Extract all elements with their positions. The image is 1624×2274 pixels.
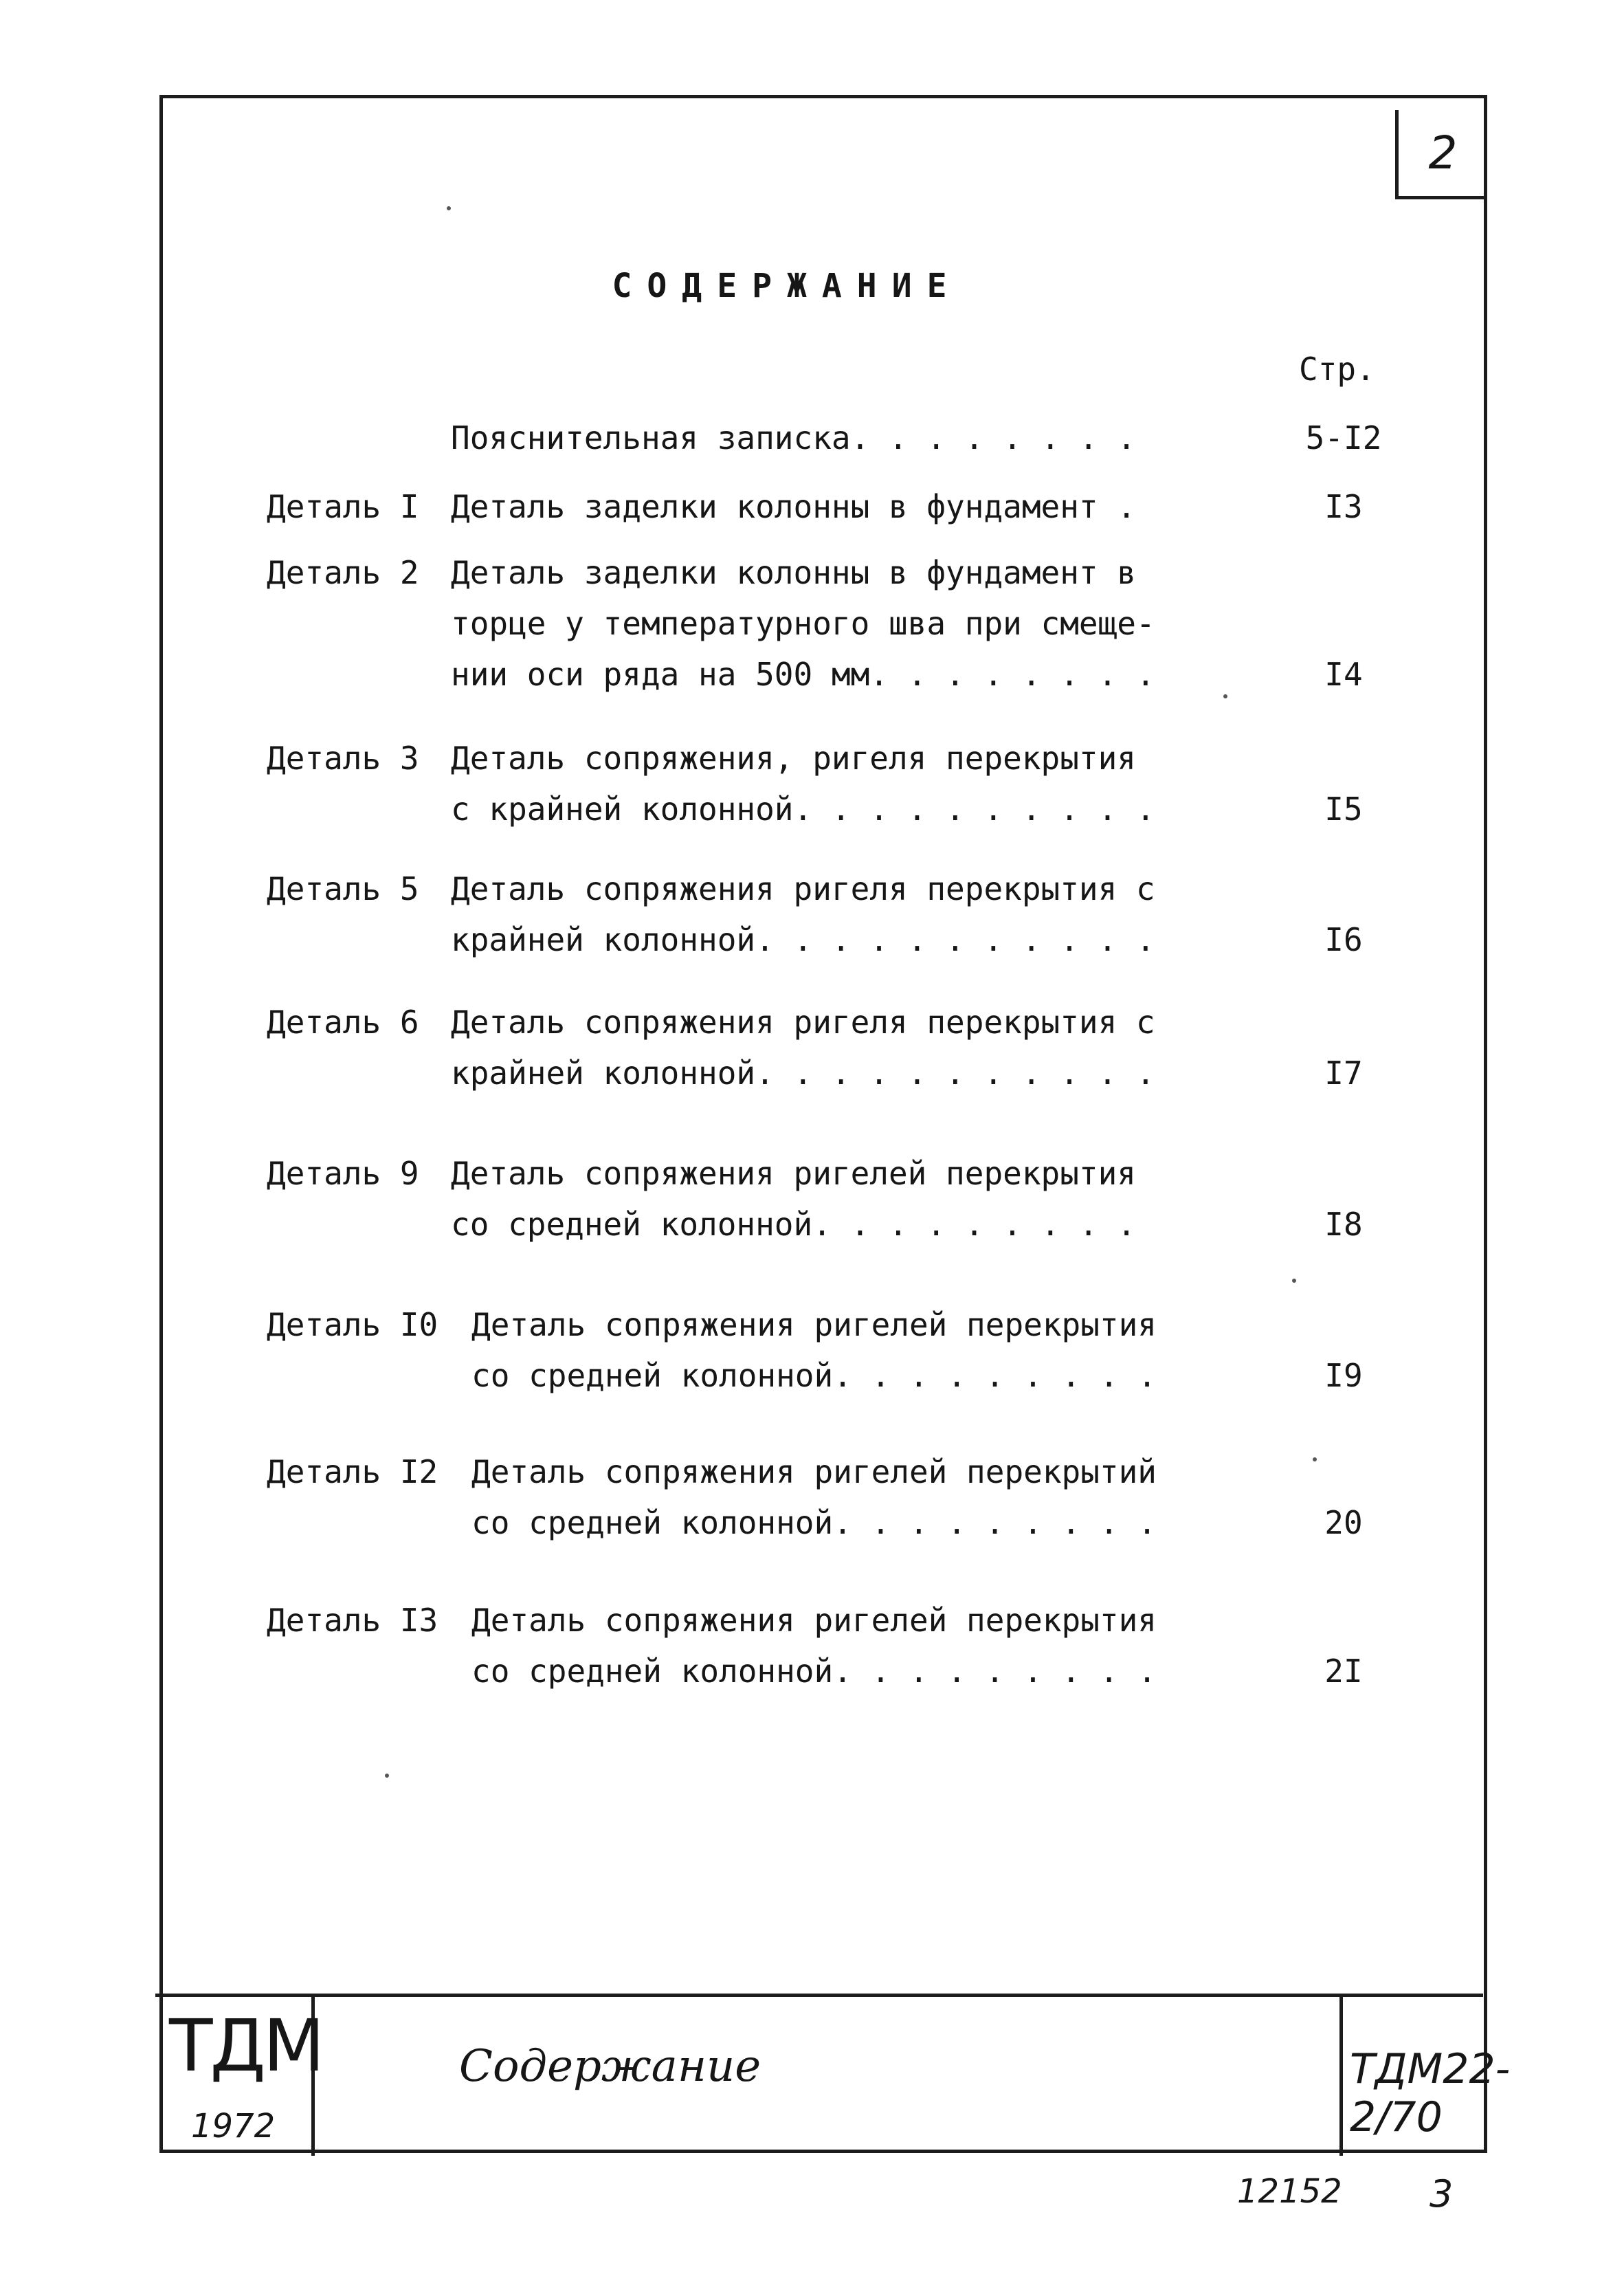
toc-entry-text: нии оси ряда на 500 мм. . . . . . . . xyxy=(451,656,1155,693)
title-block-name-cell xyxy=(315,1997,1343,2156)
scan-speck xyxy=(447,206,451,210)
drawing-frame xyxy=(159,95,1487,2153)
toc-entry-page: I5 xyxy=(1324,791,1363,828)
toc-entry-text: Деталь заделки колонны в фундамент в xyxy=(451,554,1136,591)
stamp-title: Содержание xyxy=(459,2041,761,2092)
scan-speck xyxy=(385,1774,389,1778)
toc-entry-label: Деталь 5 xyxy=(267,870,419,907)
title-block-org-cell xyxy=(155,1997,322,2156)
toc-entry-page: I4 xyxy=(1324,656,1363,693)
org-logo: ТДМ xyxy=(169,2004,322,2088)
toc-entry-text: со средней колонной. . . . . . . . . xyxy=(471,1357,1157,1394)
inventory-number: 12152 xyxy=(1237,2172,1342,2211)
title-block xyxy=(155,1994,1511,2156)
toc-entry-text: со средней колонной. . . . . . . . . xyxy=(451,1206,1136,1243)
scan-speck xyxy=(1292,1279,1296,1283)
page-title: СОДЕРЖАНИЕ xyxy=(612,267,962,305)
toc-entry-page: I7 xyxy=(1324,1055,1363,1092)
toc-entry-text: Деталь сопряжения ригелей перекрытия xyxy=(471,1306,1157,1343)
toc-entry-text: со средней колонной. . . . . . . . . xyxy=(471,1653,1157,1690)
toc-entry xyxy=(0,733,1624,835)
toc-entry-page: 5-I2 xyxy=(1305,419,1382,456)
toc-entry-page: I9 xyxy=(1324,1357,1363,1394)
toc-entry-text: Пояснительная записка. . . . . . . . xyxy=(451,419,1136,456)
sheet-number: 2 xyxy=(1428,126,1458,179)
toc-entry xyxy=(0,547,1624,700)
toc-entry-text: Деталь сопряжения ригелей перекрытия xyxy=(451,1155,1136,1192)
page-column-header: Стр. xyxy=(1299,351,1375,388)
page-number: 3 xyxy=(1430,2172,1454,2216)
toc-entry-text: крайней колонной. . . . . . . . . . . xyxy=(451,1055,1155,1092)
stamp-year: 1972 xyxy=(191,2107,276,2145)
toc-entry xyxy=(0,1446,1624,1548)
toc-entry-page: 2I xyxy=(1324,1653,1363,1690)
toc-entry-label: Деталь I2 xyxy=(267,1453,438,1490)
toc-entry xyxy=(0,863,1624,965)
toc-entry-page: I8 xyxy=(1324,1206,1363,1243)
scan-speck xyxy=(1223,694,1227,698)
toc-entry xyxy=(0,412,1624,463)
toc-entry-label: Деталь 6 xyxy=(267,1004,419,1041)
toc-entry-label: Деталь 3 xyxy=(267,740,419,777)
toc-entry xyxy=(0,1299,1624,1401)
scan-speck xyxy=(1313,1457,1317,1461)
toc-entry-text: Деталь сопряжения, ригеля перекрытия xyxy=(451,740,1136,777)
toc-entry-label: Деталь 9 xyxy=(267,1155,419,1192)
document-code: ТДМ22-2/70 xyxy=(1350,2045,1511,2141)
toc-entry-text: Деталь заделки колонны в фундамент . xyxy=(451,488,1136,525)
toc-entry-label: Деталь I xyxy=(267,488,419,525)
toc-entry-text: торце у температурного шва при смеще- xyxy=(451,605,1155,642)
toc-entry-text: крайней колонной. . . . . . . . . . . xyxy=(451,921,1155,958)
toc-entry-page: 20 xyxy=(1324,1504,1363,1541)
toc-entry-text: со средней колонной. . . . . . . . . xyxy=(471,1504,1157,1541)
toc-entry xyxy=(0,997,1624,1099)
toc-entry xyxy=(0,1595,1624,1697)
toc-entry xyxy=(0,481,1624,532)
toc-entry xyxy=(0,1148,1624,1250)
toc-entry-text: Деталь сопряжения ригелей перекрытий xyxy=(471,1453,1157,1490)
toc-entry-text: Деталь сопряжения ригелей перекрытия xyxy=(471,1602,1157,1639)
toc-entry-page: I3 xyxy=(1324,488,1363,525)
toc-entry-page: I6 xyxy=(1324,921,1363,958)
toc-entry-text: с крайней колонной. . . . . . . . . . xyxy=(451,791,1155,828)
toc-entry-label: Деталь 2 xyxy=(267,554,419,591)
toc-entry-text: Деталь сопряжения ригеля перекрытия с xyxy=(451,1004,1155,1041)
toc-entry-label: Деталь I3 xyxy=(267,1602,438,1639)
toc-entry-label: Деталь I0 xyxy=(267,1306,438,1343)
sheet-number-box xyxy=(1395,110,1487,199)
toc-entry-text: Деталь сопряжения ригеля перекрытия с xyxy=(451,870,1155,907)
